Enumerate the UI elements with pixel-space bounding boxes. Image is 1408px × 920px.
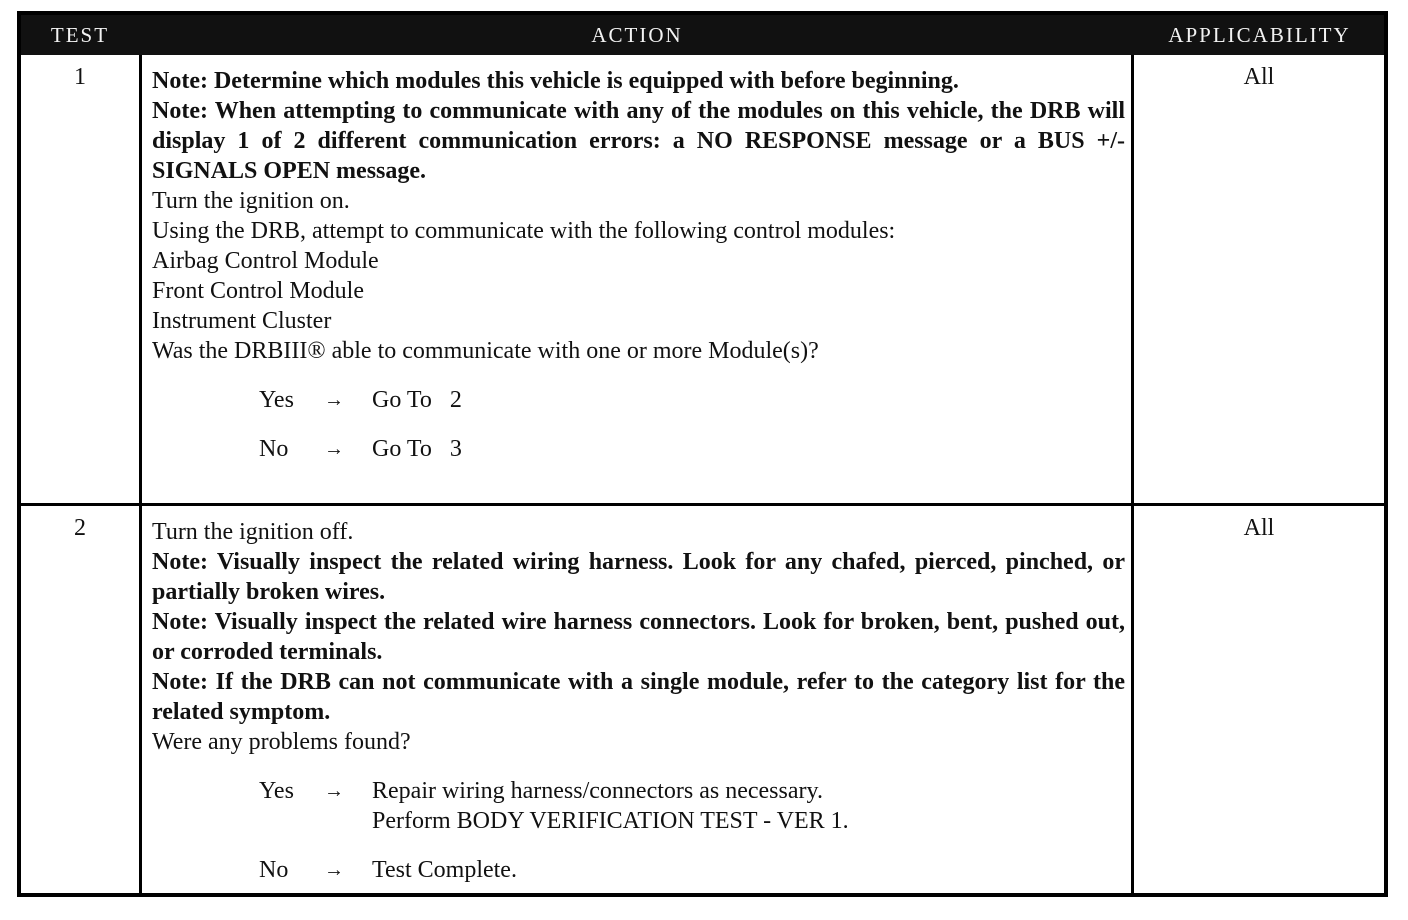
module-item: Front Control Module <box>152 278 365 304</box>
note-line: Note: When attempting to communicate with any of the modules on this vehicle, the DRB will display 1 of 2 different communication errors: a NO RESPONSE message or a BUS +/- SIGNALS OPEN message. <box>152 98 1125 184</box>
instruction-line: Using the DRB, attempt to communicate with the following control modules: <box>152 218 896 244</box>
result-line: Repair wiring harness/connectors as necessary. <box>372 778 823 804</box>
instruction-line: Turn the ignition on. <box>152 188 350 214</box>
arrow-icon: → <box>324 859 344 881</box>
applicability-1: All <box>1243 64 1275 90</box>
question-line: Were any problems found? <box>152 729 411 755</box>
complete-result: Test Complete. <box>372 857 517 883</box>
outcome-yes <box>152 385 1125 415</box>
test-number-1: 1 <box>74 64 86 90</box>
column-divider-test <box>139 55 142 897</box>
note-line: Note: Visually inspect the related wire harness connectors. Look for broken, bent, pushed out, or corroded terminals. <box>152 609 1125 665</box>
test-number-2: 2 <box>74 515 86 541</box>
arrow-icon: → <box>324 389 344 411</box>
note-line: Note: If the DRB can not communicate with a single module, refer to the category list for the related symptom. <box>152 669 1125 725</box>
outcome-no <box>152 855 1125 885</box>
header-applicability: APPLICABILITY <box>1168 23 1351 47</box>
answer-label: No <box>259 436 289 462</box>
header-action: ACTION <box>591 23 683 47</box>
header-test: TEST <box>50 23 110 47</box>
row-divider <box>21 503 1384 506</box>
arrow-icon: → <box>324 780 344 802</box>
outcome-yes <box>152 776 1125 836</box>
column-divider-action <box>1131 55 1134 897</box>
go-to-result: Go To 2 <box>372 387 462 413</box>
table-header <box>21 15 1384 55</box>
repair-result <box>372 776 849 836</box>
answer-label: Yes <box>259 387 294 413</box>
note-line: Note: Determine which modules this vehicle is equipped with before beginning. <box>152 68 959 94</box>
module-item: Instrument Cluster <box>152 308 332 334</box>
note-line: Note: Visually inspect the related wiring harness. Look for any chafed, pierced, pinched, or partially broken wires. <box>152 549 1125 605</box>
action-cell-2 <box>152 517 1125 885</box>
module-item: Airbag Control Module <box>152 248 379 274</box>
question-line: Was the DRBIII® able to communicate with one or more Module(s)? <box>152 338 819 364</box>
arrow-icon: → <box>324 438 344 460</box>
answer-label: Yes <box>259 778 294 804</box>
result-line: Perform BODY VERIFICATION TEST - VER 1. <box>372 808 849 834</box>
go-to-result: Go To 3 <box>372 436 462 462</box>
instruction-line: Turn the ignition off. <box>152 519 354 545</box>
action-cell-1 <box>152 66 1125 464</box>
outcome-no <box>152 434 1125 464</box>
diagnostic-test-table <box>17 11 1388 897</box>
applicability-2: All <box>1243 515 1275 541</box>
answer-label: No <box>259 857 289 883</box>
